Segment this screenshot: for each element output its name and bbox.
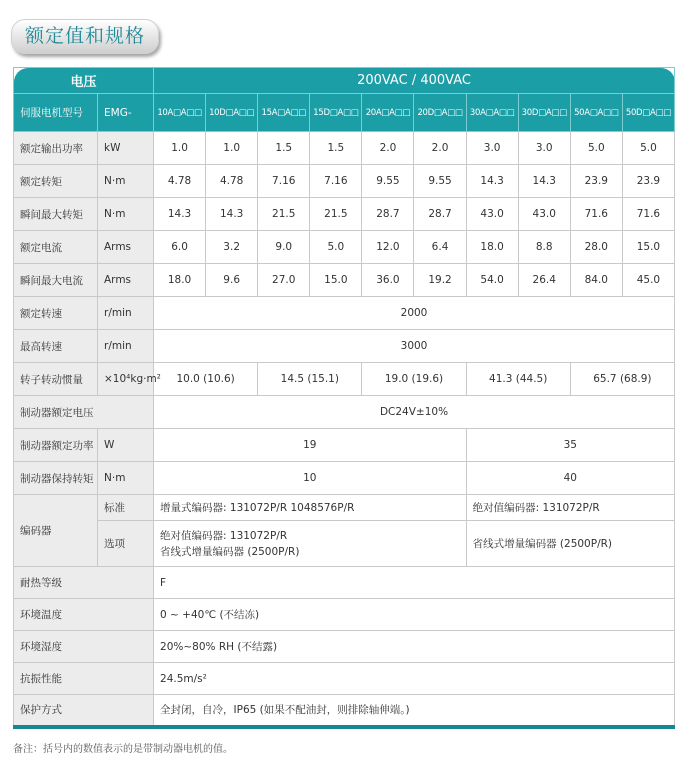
spec-row <box>14 198 675 231</box>
spec-value: 9.0 <box>258 231 310 264</box>
model-label: 伺服电机型号 <box>14 94 98 132</box>
model-code: 20D□A□□ <box>414 94 466 132</box>
spec-value: 45.0 <box>622 264 674 297</box>
spec-value: 10 <box>154 462 467 495</box>
row-label: 最高转速 <box>14 330 98 363</box>
spec-value: 4.78 <box>154 165 206 198</box>
spec-row <box>14 297 675 330</box>
spec-value: 54.0 <box>466 264 518 297</box>
spec-value: 9.55 <box>362 165 414 198</box>
row-label: 额定转速 <box>14 297 98 330</box>
model-code: 30A□A□□ <box>466 94 518 132</box>
model-code: 10A□A□□ <box>154 94 206 132</box>
model-code: 50D□A□□ <box>622 94 674 132</box>
spec-value: 84.0 <box>570 264 622 297</box>
model-code: 50A□A□□ <box>570 94 622 132</box>
spec-value: 0 ~ +40℃ (不结冻) <box>154 599 675 631</box>
spec-row <box>14 695 675 727</box>
spec-value: 18.0 <box>154 264 206 297</box>
row-unit: N·m <box>98 462 154 495</box>
spec-value: 14.3 <box>466 165 518 198</box>
spec-value: 5.0 <box>310 231 362 264</box>
row-label: 耐热等级 <box>14 567 154 599</box>
spec-value: 28.0 <box>570 231 622 264</box>
row-label: 转子转动惯量 <box>14 363 98 396</box>
spec-value: 9.55 <box>414 165 466 198</box>
spec-value: F <box>154 567 675 599</box>
spec-value: 14.3 <box>154 198 206 231</box>
spec-row <box>14 599 675 631</box>
spec-value: 1.5 <box>310 132 362 165</box>
encoder-sub-label: 选项 <box>98 521 154 567</box>
row-label: 瞬间最大转矩 <box>14 198 98 231</box>
row-unit: N·m <box>98 165 154 198</box>
spec-value: 18.0 <box>466 231 518 264</box>
spec-value: 12.0 <box>362 231 414 264</box>
spec-value: 23.9 <box>622 165 674 198</box>
model-code: 15A□A□□ <box>258 94 310 132</box>
row-unit: W <box>98 429 154 462</box>
encoder-value: 绝对值编码器: 131072P/R <box>466 495 674 521</box>
encoder-value: 绝对值编码器: 131072P/R 省线式增量编码器 (2500P/R) <box>154 521 467 567</box>
spec-value: 1.0 <box>154 132 206 165</box>
spec-value: 15.0 <box>310 264 362 297</box>
spec-row <box>14 396 675 429</box>
row-unit: ×10⁴kg·m² <box>98 363 154 396</box>
spec-value: 21.5 <box>310 198 362 231</box>
spec-row <box>14 165 675 198</box>
row-unit: N·m <box>98 198 154 231</box>
encoder-row-standard <box>14 495 675 521</box>
spec-row <box>14 330 675 363</box>
spec-value: 19.2 <box>414 264 466 297</box>
spec-value: 1.5 <box>258 132 310 165</box>
row-label: 保护方式 <box>14 695 154 727</box>
footnote: 备注：括号内的数值表示的是带制动器电机的值。 <box>13 744 233 755</box>
spec-row <box>14 231 675 264</box>
spec-value: 14.3 <box>206 198 258 231</box>
row-label: 额定输出功率 <box>14 132 98 165</box>
row-label: 环境温度 <box>14 599 154 631</box>
spec-row <box>14 631 675 663</box>
row-label: 制动器额定电压 <box>14 396 154 429</box>
spec-value: 40 <box>466 462 674 495</box>
row-unit: Arms <box>98 264 154 297</box>
row-unit: Arms <box>98 231 154 264</box>
spec-value: 2000 <box>154 297 675 330</box>
spec-value: 3.2 <box>206 231 258 264</box>
spec-value: 10.0 (10.6) <box>154 363 258 396</box>
spec-value: 20%~80% RH (不结露) <box>154 631 675 663</box>
encoder-label: 编码器 <box>14 495 98 567</box>
voltage-value: 200VAC / 400VAC <box>154 68 675 94</box>
spec-row <box>14 462 675 495</box>
spec-value: 全封闭，自冷，IP65 (如果不配油封，则排除轴伸端。) <box>154 695 675 727</box>
spec-value: 43.0 <box>518 198 570 231</box>
spec-table <box>13 67 675 729</box>
spec-value: 24.5m/s² <box>154 663 675 695</box>
spec-value: 19 <box>154 429 467 462</box>
spec-value: 35 <box>466 429 674 462</box>
row-unit: kW <box>98 132 154 165</box>
row-label: 环境湿度 <box>14 631 154 663</box>
spec-value: 43.0 <box>466 198 518 231</box>
spec-value: 4.78 <box>206 165 258 198</box>
spec-row <box>14 363 675 396</box>
spec-value: 26.4 <box>518 264 570 297</box>
encoder-value: 省线式增量编码器 (2500P/R) <box>466 521 674 567</box>
spec-value: 19.0 (19.6) <box>362 363 466 396</box>
voltage-label: 电压 <box>14 68 154 94</box>
spec-value: 71.6 <box>622 198 674 231</box>
encoder-row-option <box>14 521 675 567</box>
spec-value: 65.7 (68.9) <box>570 363 674 396</box>
spec-row <box>14 567 675 599</box>
model-code: 15D□A□□ <box>310 94 362 132</box>
spec-value: 28.7 <box>414 198 466 231</box>
spec-value: 6.4 <box>414 231 466 264</box>
spec-value: 28.7 <box>362 198 414 231</box>
row-label: 抗振性能 <box>14 663 154 695</box>
model-row <box>14 94 675 132</box>
spec-row <box>14 429 675 462</box>
spec-value: 27.0 <box>258 264 310 297</box>
spec-row <box>14 264 675 297</box>
spec-value: 1.0 <box>206 132 258 165</box>
spec-value: 41.3 (44.5) <box>466 363 570 396</box>
spec-value: 7.16 <box>258 165 310 198</box>
spec-value: 8.8 <box>518 231 570 264</box>
encoder-value: 增量式编码器: 131072P/R 1048576P/R <box>154 495 467 521</box>
spec-value: DC24V±10% <box>154 396 675 429</box>
spec-value: 3.0 <box>466 132 518 165</box>
row-label: 额定电流 <box>14 231 98 264</box>
spec-row <box>14 663 675 695</box>
spec-value: 3000 <box>154 330 675 363</box>
spec-value: 15.0 <box>622 231 674 264</box>
model-prefix: EMG- <box>98 94 154 132</box>
spec-value: 5.0 <box>570 132 622 165</box>
row-unit: r/min <box>98 330 154 363</box>
spec-value: 23.9 <box>570 165 622 198</box>
spec-value: 2.0 <box>362 132 414 165</box>
spec-row <box>14 132 675 165</box>
spec-value: 5.0 <box>622 132 674 165</box>
model-code: 20A□A□□ <box>362 94 414 132</box>
row-label: 制动器保持转矩 <box>14 462 98 495</box>
spec-value: 14.5 (15.1) <box>258 363 362 396</box>
spec-value: 71.6 <box>570 198 622 231</box>
spec-value: 7.16 <box>310 165 362 198</box>
row-label: 制动器额定功率 <box>14 429 98 462</box>
spec-value: 3.0 <box>518 132 570 165</box>
spec-value: 14.3 <box>518 165 570 198</box>
voltage-row <box>14 68 675 94</box>
model-code: 30D□A□□ <box>518 94 570 132</box>
spec-value: 2.0 <box>414 132 466 165</box>
encoder-sub-label: 标准 <box>98 495 154 521</box>
row-label: 额定转矩 <box>14 165 98 198</box>
spec-value: 36.0 <box>362 264 414 297</box>
spec-value: 6.0 <box>154 231 206 264</box>
spec-value: 21.5 <box>258 198 310 231</box>
row-unit: r/min <box>98 297 154 330</box>
spec-value: 9.6 <box>206 264 258 297</box>
model-code: 10D□A□□ <box>206 94 258 132</box>
section-title: 额定值和规格 <box>11 19 159 54</box>
row-label: 瞬间最大电流 <box>14 264 98 297</box>
